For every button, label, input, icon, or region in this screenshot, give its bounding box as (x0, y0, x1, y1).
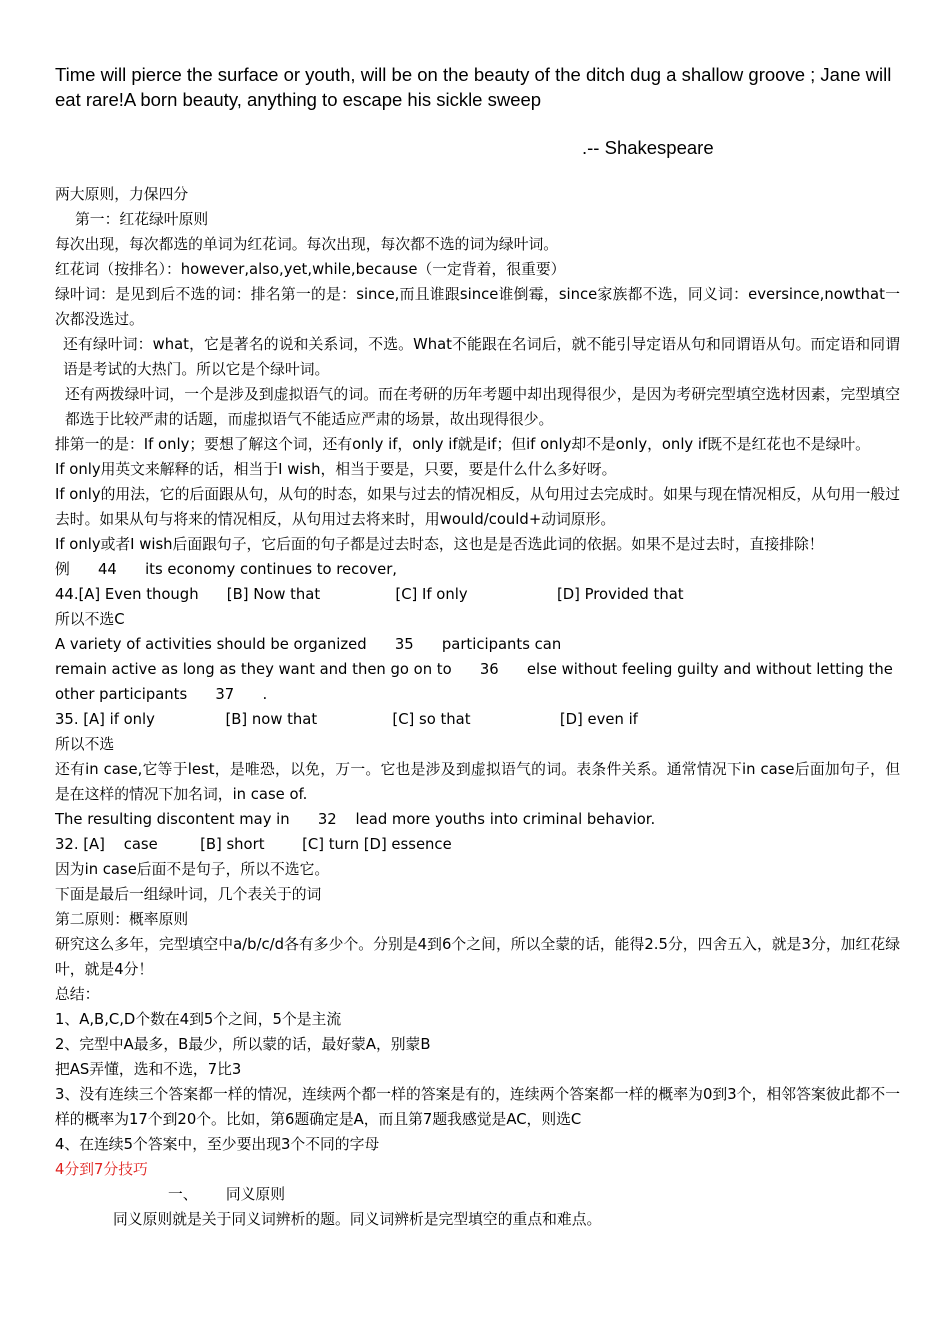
text-line: 3、没有连续三个答案都一样的情况，连续两个都一样的答案是有的，连续两个答案都一样的概率为0到3个，相邻答案彼此都不一样的概率为17个到20个。比如，第6题确定是A，而且第7题我感觉是AC，则选C (55, 1086, 900, 1128)
quote-author: .-- Shakespeare (582, 137, 714, 158)
text-line: 每次出现，每次都选的单词为红花词。每次出现，每次都不选的词为绿叶词。 (55, 236, 559, 253)
text-line: 4分到7分技巧 (55, 1161, 148, 1178)
text-line: 总结： (55, 986, 100, 1003)
text-line: 所以不选C (55, 611, 125, 628)
text-line: other participants 37 . (55, 686, 268, 703)
text-line: 1、A,B,C,D个数在4到5个之间，5个是主流 (55, 1011, 342, 1028)
text-line: 一、 同义原则 (168, 1186, 286, 1203)
text-line: remain active as long as they want and then go on to 36 else without feeling guilty and without letting the (55, 661, 893, 678)
text-line: 还有两拨绿叶词，一个是涉及到虚拟语气的词。而在考研的历年考题中却出现得很少，是因为考研完型填空选材因素，完型填空都选于比较严肃的话题，而虚拟语气不能适应严肃的场景，故出现得很少。 (65, 386, 900, 428)
text-line: 4、在连续5个答案中，至少要出现3个不同的字母 (55, 1136, 380, 1153)
text-line: 44.[A] Even though [B] Now that [C] If only [D] Provided that (55, 586, 684, 603)
text-line: 例 44 its economy continues to recover, (55, 561, 397, 578)
text-line: 研究这么多年，完型填空中a/b/c/d各有多少个。分别是4到6个之间，所以全蒙的话，能得2.5分，四舍五入，就是3分，加红花绿叶，就是4分！ (55, 936, 900, 978)
text-line: 第二原则：概率原则 (55, 911, 189, 928)
text-line: 35. [A] if only [B] now that [C] so that [D] even if (55, 711, 638, 728)
text-line: 把AS弄懂，选和不选，7比3 (55, 1061, 242, 1078)
text-line: 同义原则就是关于同义词辨析的题。同义词辨析是完型填空的重点和难点。 (113, 1211, 602, 1228)
text-line: If only或者I wish后面跟句子，它后面的句子都是过去时态，这也是是否选此词的依据。如果不是过去时，直接排除！ (55, 536, 824, 553)
text-line: 还有绿叶词：what，它是著名的说和关系词，不选。What不能跟在名词后，就不能引导定语从句和同谓语从句。而定语和同谓语是考试的大热门。所以它是个绿叶词。 (63, 336, 900, 378)
text-line: 红花词（按排名）：however,also,yet,while,because（一定背着，很重要） (55, 261, 566, 278)
text-line: 所以不选 (55, 736, 115, 753)
text-line: 下面是最后一组绿叶词，几个表关于的词 (55, 886, 322, 903)
text-line: 还有in case,它等于lest，是唯恐，以免，万一。它也是涉及到虚拟语气的词。表条件关系。通常情况下in case后面加句子，但是在这样的情况下加名词，in case of. (55, 761, 900, 803)
text-line: 排第一的是：If only；要想了解这个词，还有only if，only if就是if；但if only却不是only，only if既不是红花也不是绿叶。 (55, 436, 870, 453)
quote-text: Time will pierce the surface or youth, will be on the beauty of the ditch dug a shallow groove ; Jane will eat rare!A born beauty, anything to escape his sickle sweep (55, 64, 892, 110)
text-line: A variety of activities should be organized 35 participants can (55, 636, 562, 653)
text-line: 第一：红花绿叶原则 (75, 211, 209, 228)
text-line: 绿叶词：是见到后不选的词：排名第一的是：since,而且谁跟since谁倒霉，since家族都不选，同义词：eversince,nowthat一次都没选过。 (55, 286, 900, 328)
text-line: If only用英文来解释的话，相当于I wish，相当于要是，只要，要是什么什么多好呀。 (55, 461, 617, 478)
text-line: The resulting discontent may in 32 lead more youths into criminal behavior. (55, 811, 656, 828)
text-line: If only的用法，它的后面跟从句，从句的时态，如果与过去的情况相反，从句用过去完成时。如果与现在情况相反，从句用一般过去时。如果从句与将来的情况相反，从句用过去将来时，用would/could+动词原形。 (55, 486, 900, 528)
body-text (55, 182, 900, 1232)
document-page (55, 62, 900, 1232)
text-line: 两大原则，力保四分 (55, 186, 189, 203)
text-line: 2、完型中A最多，B最少，所以蒙的话，最好蒙A，别蒙B (55, 1036, 431, 1053)
text-line: 因为in case后面不是句子，所以不选它。 (55, 861, 330, 878)
text-line: 32. [A] case [B] short [C] turn [D] essence (55, 836, 452, 853)
